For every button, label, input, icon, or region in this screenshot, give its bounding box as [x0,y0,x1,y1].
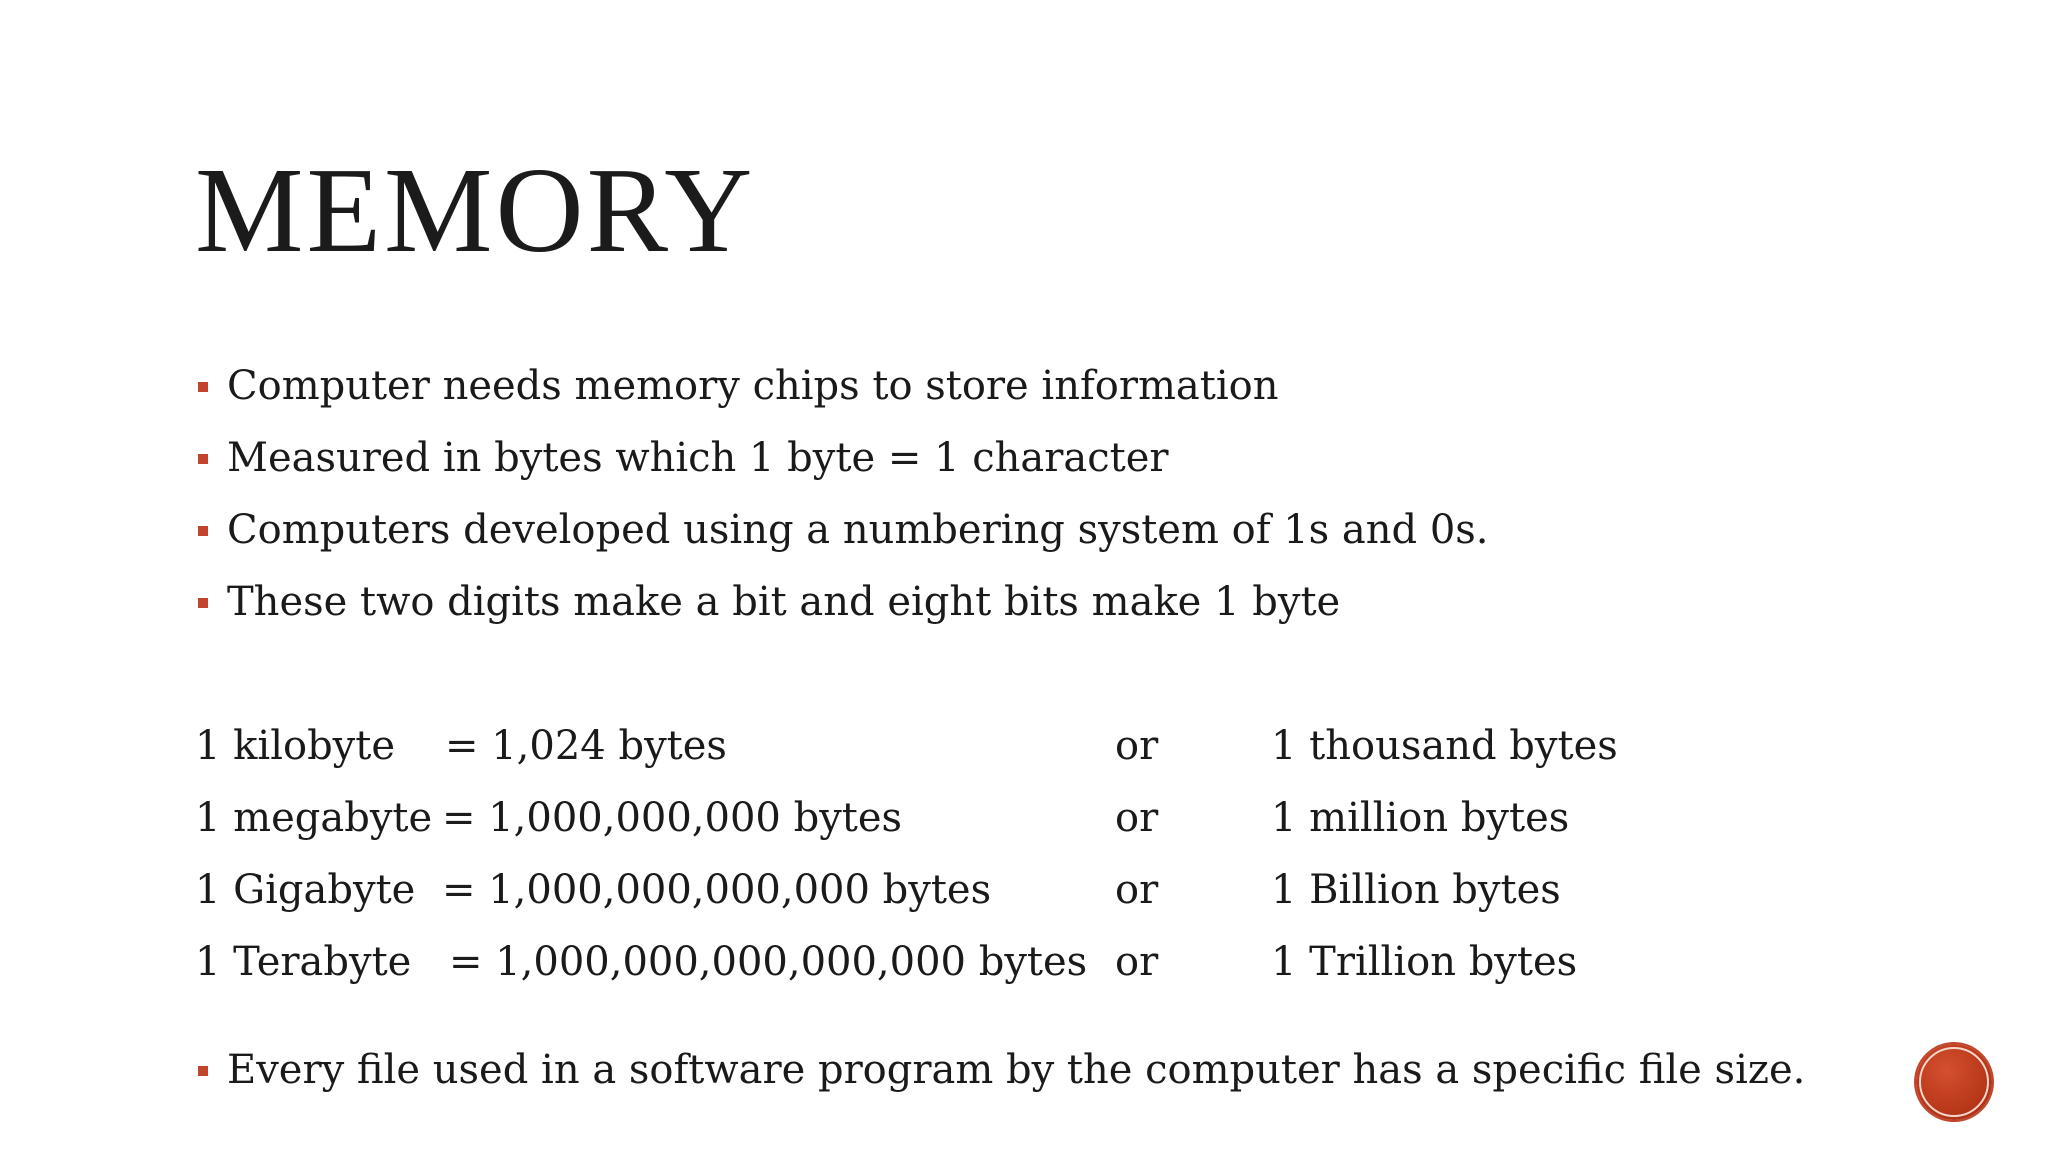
bullet-item [195,356,1489,428]
table-row [195,788,1695,860]
bullet-text: Measured in bytes which 1 byte = 1 character [227,435,1169,481]
unit-approx: 1 Trillion bytes [1271,939,1578,985]
bullet-text: Every file used in a software program by the computer has a specific file size. [227,1047,1806,1093]
unit-value: = 1,000,000,000 bytes [442,795,903,841]
unit-approx: 1 million bytes [1271,795,1570,841]
slide-nav-circle-icon[interactable] [1916,1044,1992,1120]
byte-size-table [195,716,1695,1004]
bullet-text: Computers developed using a numbering system of 1s and 0s. [227,507,1489,553]
or-word: or [1115,795,1159,841]
square-bullet-icon [198,526,208,536]
unit-name: 1 kilobyte [195,723,396,769]
bullet-list [195,356,1489,644]
or-word: or [1115,939,1159,985]
square-bullet-icon [198,598,208,608]
bullet-item [195,500,1489,572]
unit-value: = 1,000,000,000,000,000 bytes [449,939,1088,985]
slide-title: MEMORY [195,143,756,278]
bullet-text: These two digits make a bit and eight bits make 1 byte [227,579,1341,625]
bullet-item-final [195,1040,1805,1100]
unit-approx: 1 Billion bytes [1271,867,1561,913]
bullet-item [195,572,1489,644]
unit-name: 1 megabyte [195,795,433,841]
square-bullet-icon [198,454,208,464]
table-row [195,932,1695,1004]
square-bullet-icon [198,382,208,392]
bullet-item [195,428,1489,500]
table-row [195,716,1695,788]
unit-approx: 1 thousand bytes [1271,723,1618,769]
square-bullet-icon [198,1066,208,1076]
or-word: or [1115,723,1159,769]
unit-value: = 1,024 bytes [445,723,727,769]
unit-name: 1 Terabyte [195,939,412,985]
or-word: or [1115,867,1159,913]
unit-name: 1 Gigabyte [195,867,416,913]
unit-value: = 1,000,000,000,000 bytes [442,867,992,913]
table-row [195,860,1695,932]
bullet-text: Computer needs memory chips to store information [227,363,1279,409]
